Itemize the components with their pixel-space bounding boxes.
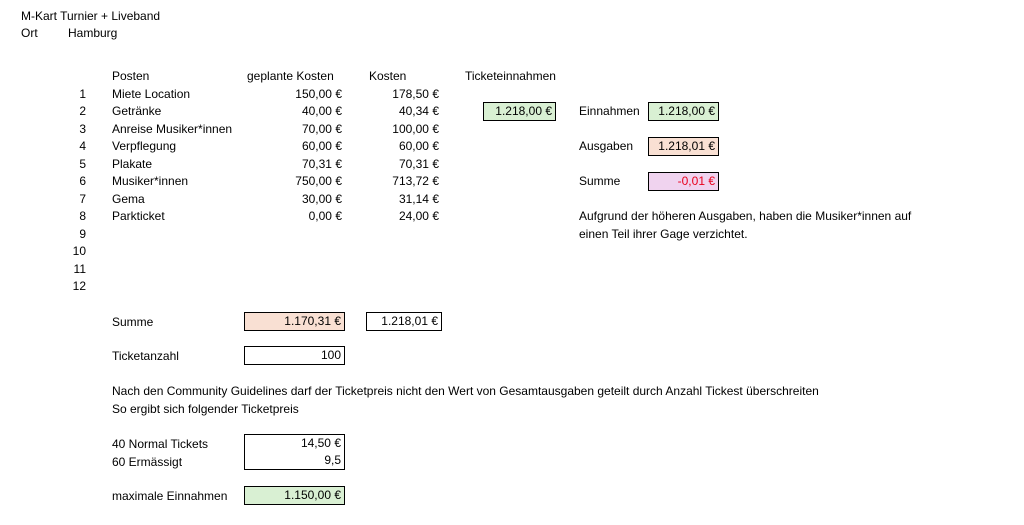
- row-number: 10: [72, 244, 86, 258]
- cell-geplant[interactable]: 0,00 €: [308, 209, 342, 223]
- cell-geplant[interactable]: 40,00 €: [301, 104, 342, 118]
- header-posten: Posten: [112, 69, 150, 83]
- cell-kosten[interactable]: 178,50 €: [392, 87, 439, 101]
- cell-kosten[interactable]: 60,00 €: [398, 139, 439, 153]
- normal-tickets-label: 40 Normal Tickets: [112, 437, 209, 451]
- ausgaben-label: Ausgaben: [579, 139, 634, 153]
- row-number: 11: [73, 262, 86, 276]
- cell-kosten[interactable]: 713,72 €: [392, 174, 439, 188]
- cell-geplant[interactable]: 70,00 €: [301, 122, 342, 136]
- cell-kosten[interactable]: 100,00 €: [392, 122, 439, 136]
- cell-posten[interactable]: Anreise Musiker*innen: [112, 122, 233, 136]
- ort-label: Ort: [21, 26, 38, 40]
- sheet-title: M-Kart Turnier + Liveband: [21, 9, 161, 23]
- einnahmen-cell[interactable]: 1.218,00 €: [648, 102, 719, 121]
- row-number: 4: [79, 139, 86, 153]
- row-number: 6: [79, 174, 86, 188]
- header-geplante-kosten: geplante Kosten: [247, 69, 334, 83]
- row-number: 9: [79, 227, 86, 241]
- max-einnahmen-cell[interactable]: 1.150,00 €: [244, 486, 345, 505]
- summe-balance-cell[interactable]: -0,01 €: [648, 172, 719, 191]
- row-number: 1: [79, 87, 86, 101]
- row-number: 2: [79, 104, 86, 118]
- ticket-revenue-cell[interactable]: 1.218,00 €: [483, 102, 556, 121]
- cell-posten[interactable]: Parkticket: [112, 209, 165, 223]
- cell-geplant[interactable]: 150,00 €: [295, 87, 342, 101]
- ticketanzahl-label: Ticketanzahl: [112, 349, 179, 363]
- cell-kosten[interactable]: 24,00 €: [398, 209, 439, 223]
- summe-label-right: Summe: [579, 174, 621, 188]
- cell-geplant[interactable]: 750,00 €: [295, 174, 342, 188]
- row-number: 7: [79, 192, 86, 206]
- guideline-line-2: So ergibt sich folgender Ticketpreis: [112, 402, 299, 416]
- ausgaben-cell[interactable]: 1.218,01 €: [648, 137, 719, 156]
- cell-posten[interactable]: Musiker*innen: [112, 174, 189, 188]
- ticketanzahl-cell[interactable]: 100: [244, 346, 345, 365]
- cell-kosten[interactable]: 40,34 €: [398, 104, 439, 118]
- normal-ticket-price-cell[interactable]: 14,50 €: [244, 434, 345, 453]
- max-einnahmen-label: maximale Einnahmen: [112, 489, 228, 503]
- geplant-total-cell[interactable]: 1.170,31 €: [244, 312, 345, 331]
- guideline-line-1: Nach den Community Guidelines darf der Ticketpreis nicht den Wert von Gesamtausgaben geteilt durch Anzahl Tickest überschreiten: [112, 384, 819, 398]
- cell-posten[interactable]: Miete Location: [112, 87, 191, 101]
- cell-kosten[interactable]: 70,31 €: [398, 157, 439, 171]
- ermaessigt-price-cell[interactable]: 9,5: [244, 452, 345, 470]
- cell-geplant[interactable]: 70,31 €: [301, 157, 342, 171]
- summe-label: Summe: [112, 315, 154, 329]
- ermaessigt-label: 60 Ermässigt: [112, 455, 183, 469]
- header-kosten: Kosten: [369, 69, 407, 83]
- einnahmen-label: Einnahmen: [579, 104, 640, 118]
- ort-value[interactable]: Hamburg: [68, 26, 118, 40]
- cell-geplant[interactable]: 60,00 €: [301, 139, 342, 153]
- note-line-2: einen Teil ihrer Gage verzichtet.: [579, 227, 748, 241]
- cell-posten[interactable]: Verpflegung: [112, 139, 177, 153]
- kosten-total-cell[interactable]: 1.218,01 €: [366, 312, 442, 331]
- cell-kosten[interactable]: 31,14 €: [398, 192, 439, 206]
- header-ticketeinnahmen: Ticketeinnahmen: [465, 69, 556, 83]
- cell-geplant[interactable]: 30,00 €: [301, 192, 342, 206]
- cell-posten[interactable]: Getränke: [112, 104, 162, 118]
- cell-posten[interactable]: Gema: [112, 192, 145, 206]
- row-number: 3: [79, 122, 86, 136]
- note-line-1: Aufgrund der höheren Ausgaben, haben die Musiker*innen auf: [579, 209, 912, 223]
- cell-posten[interactable]: Plakate: [112, 157, 153, 171]
- row-number: 8: [79, 209, 86, 223]
- row-number: 5: [79, 157, 86, 171]
- row-number: 12: [72, 279, 86, 293]
